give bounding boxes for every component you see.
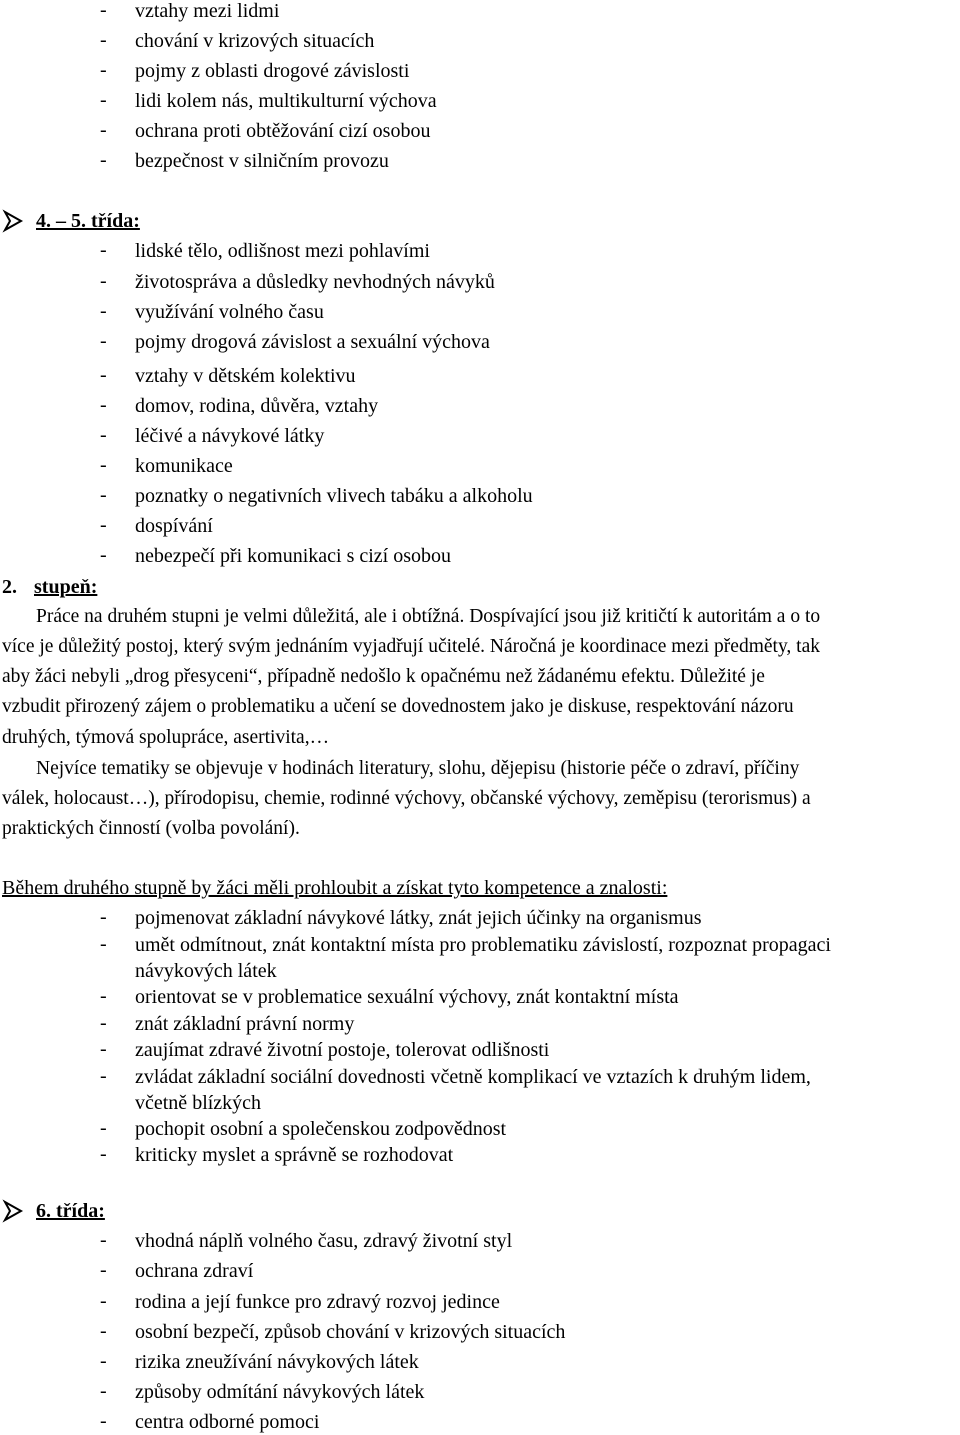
paragraph-line: aby žáci nebyli „drog přesyceni“, případně nedošlo k opačnému než žádanému efektu. Důležité je	[2, 666, 765, 687]
list-item: chování v krizových situacích	[135, 30, 375, 52]
list-item: pojmy drogová závislost a sexuální výchova	[135, 331, 490, 353]
list-item: centra odborné pomoci	[135, 1411, 320, 1433]
list-dash: -	[100, 1380, 107, 1402]
list-item: poznatky o negativních vlivech tabáku a alkoholu	[135, 485, 533, 507]
arrow-bullet-icon	[2, 1199, 26, 1223]
list-item-continuation: návykových látek	[135, 960, 277, 982]
list-dash: -	[100, 1290, 107, 1312]
list-dash: -	[100, 484, 107, 506]
list-item: zaujímat zdravé životní postoje, tolerovat odlišnosti	[135, 1039, 550, 1061]
list-item: způsoby odmítání návykových látek	[135, 1381, 425, 1403]
list-dash: -	[100, 1038, 107, 1060]
list-dash: -	[100, 1065, 107, 1087]
list-item: pochopit osobní a společenskou zodpovědnost	[135, 1118, 507, 1140]
paragraph-line: Nejvíce tematiky se objevuje v hodinách literatury, slohu, dějepisu (historie péče o zdraví, příčiny	[36, 758, 800, 779]
section-heading: 6. třída:	[36, 1200, 105, 1222]
list-item: ochrana proti obtěžování cizí osobou	[135, 120, 431, 142]
list-dash: -	[100, 1012, 107, 1034]
list-dash: -	[100, 364, 107, 386]
list-dash: -	[100, 29, 107, 51]
list-dash: -	[100, 119, 107, 141]
list-dash: -	[100, 544, 107, 566]
list-dash: -	[100, 1410, 107, 1432]
list-dash: -	[100, 239, 107, 261]
list-dash: -	[100, 1117, 107, 1139]
list-item: kriticky myslet a správně se rozhodovat	[135, 1144, 454, 1166]
paragraph-line: Práce na druhém stupni je velmi důležitá, ale i obtížná. Dospívající jsou již kritičtí k autoritám a o to	[36, 606, 821, 627]
list-dash: -	[100, 300, 107, 322]
list-item-continuation: včetně blízkých	[135, 1092, 262, 1114]
list-item: ochrana zdraví	[135, 1260, 254, 1282]
list-item: orientovat se v problematice sexuální výchovy, znát kontaktní místa	[135, 986, 679, 1008]
list-item: pojmenovat základní návykové látky, znát jejich účinky na organismus	[135, 907, 702, 929]
competence-heading: Během druhého stupně by žáci měli prohloubit a získat tyto kompetence a znalosti:	[2, 877, 668, 899]
list-item: zvládat základní sociální dovednosti včetně komplikací ve vztazích k druhým lidem,	[135, 1066, 811, 1088]
list-dash: -	[100, 424, 107, 446]
list-dash: -	[100, 394, 107, 416]
list-item: nebezpečí při komunikaci s cizí osobou	[135, 545, 452, 567]
stage-number: 2.	[2, 576, 17, 598]
list-dash: -	[100, 149, 107, 171]
list-dash: -	[100, 1350, 107, 1372]
list-dash: -	[100, 1259, 107, 1281]
list-item: vztahy v dětském kolektivu	[135, 365, 356, 387]
paragraph-line: vzbudit přirozený zájem o problematiku a učení se dovednostem jako je diskuse, respektování názoru	[2, 696, 794, 717]
list-dash: -	[100, 1143, 107, 1165]
paragraph-line: více je důležitý postoj, který svým jednáním vyjadřují učitelé. Náročná je koordinace mezi předměty, tak	[2, 636, 821, 657]
list-item: komunikace	[135, 455, 233, 477]
list-item: osobní bezpečí, způsob chování v krizových situacích	[135, 1321, 566, 1343]
list-item: léčivé a návykové látky	[135, 425, 325, 447]
section-heading: 4. – 5. třída:	[36, 210, 140, 232]
list-item: vztahy mezi lidmi	[135, 0, 280, 22]
list-dash: -	[100, 330, 107, 352]
paragraph-line: praktických činností (volba povolání).	[2, 818, 300, 839]
list-dash: -	[100, 270, 107, 292]
list-item: rizika zneužívání návykových látek	[135, 1351, 419, 1373]
paragraph-line: válek, holocaust…), přírodopisu, chemie, rodinné výchovy, občanské výchovy, zeměpisu (terorismus) a	[2, 788, 811, 809]
list-item: umět odmítnout, znát kontaktní místa pro problematiku závislostí, rozpoznat propagaci	[135, 934, 831, 956]
list-dash: -	[100, 514, 107, 536]
list-item: vhodná náplň volného času, zdravý životní styl	[135, 1230, 513, 1252]
list-item: dospívání	[135, 515, 213, 537]
list-item: bezpečnost v silničním provozu	[135, 150, 389, 172]
list-dash: -	[100, 1320, 107, 1342]
list-dash: -	[100, 0, 107, 21]
list-item: lidi kolem nás, multikulturní výchova	[135, 90, 437, 112]
list-dash: -	[100, 933, 107, 955]
list-item: rodina a její funkce pro zdravý rozvoj jedince	[135, 1291, 500, 1313]
list-dash: -	[100, 985, 107, 1007]
paragraph-line: druhých, týmová spolupráce, asertivita,…	[2, 727, 330, 748]
list-item: lidské tělo, odlišnost mezi pohlavími	[135, 240, 430, 262]
list-item: domov, rodina, důvěra, vztahy	[135, 395, 379, 417]
list-dash: -	[100, 89, 107, 111]
list-dash: -	[100, 906, 107, 928]
list-item: znát základní právní normy	[135, 1013, 355, 1035]
list-item: využívání volného času	[135, 301, 324, 323]
stage-heading: stupeň:	[34, 576, 98, 598]
list-dash: -	[100, 454, 107, 476]
list-item: životospráva a důsledky nevhodných návyků	[135, 271, 495, 293]
list-item: pojmy z oblasti drogové závislosti	[135, 60, 410, 82]
list-dash: -	[100, 59, 107, 81]
arrow-bullet-icon	[2, 209, 26, 233]
list-dash: -	[100, 1229, 107, 1251]
